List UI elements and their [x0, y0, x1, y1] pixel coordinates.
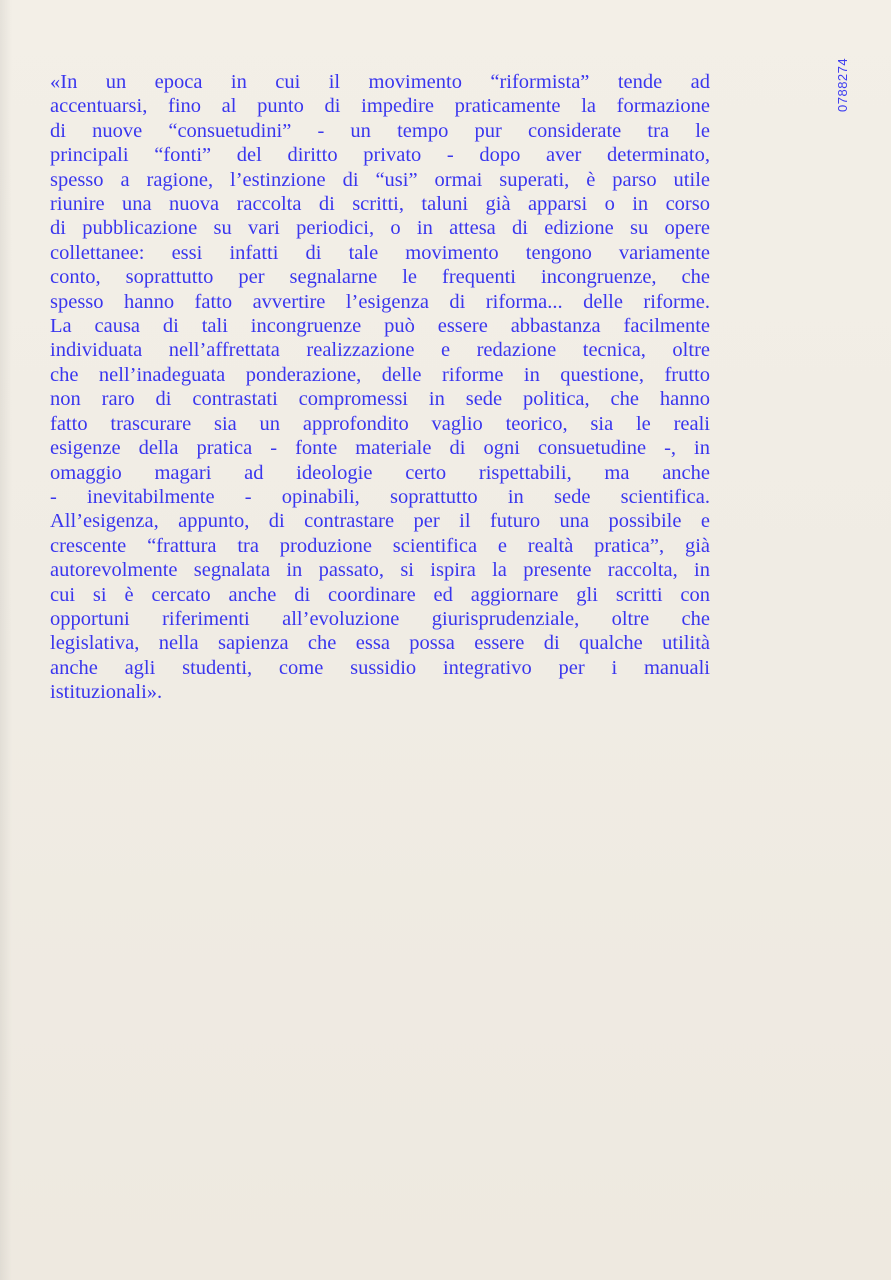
text-line: - inevitabilmente - opinabili, soprattutto in sede scientifica.: [50, 485, 710, 508]
text-line: non raro di contrastati compromessi in sede politica, che hanno: [50, 388, 710, 411]
text-line: spesso hanno fatto avvertire l’esigenza di riforma... delle riforme.: [50, 290, 710, 313]
text-line: riunire una nuova raccolta di scritti, taluni già apparsi o in corso: [50, 193, 710, 216]
text-line: individuata nell’affrettata realizzazione e redazione tecnica, oltre: [50, 339, 710, 362]
text-line: collettanee: essi infatti di tale movimento tengono variamente: [50, 241, 710, 264]
text-line: di nuove “consuetudini” - un tempo pur considerate tra le: [50, 119, 710, 142]
text-line: cui si è cercato anche di coordinare ed aggiornare gli scritti con: [50, 583, 710, 606]
text-line: spesso a ragione, l’estinzione di “usi” ormai superati, è parso utile: [50, 168, 710, 191]
text-line: legislativa, nella sapienza che essa possa essere di qualche utilità: [50, 632, 710, 655]
text-line: La causa di tali incongruenze può essere abbastanza facilmente: [50, 315, 710, 338]
text-line: All’esigenza, appunto, di contrastare per il futuro una possibile e: [50, 510, 710, 533]
text-line: esigenze della pratica - fonte materiale di ogni consuetudine -, in: [50, 437, 710, 460]
text-line: crescente “frattura tra produzione scientifica e realtà pratica”, già: [50, 534, 710, 557]
text-line: principali “fonti” del diritto privato - dopo aver determinato,: [50, 144, 710, 167]
text-line: omaggio magari ad ideologie certo rispettabili, ma anche: [50, 461, 710, 484]
text-line: di pubblicazione su vari periodici, o in attesa di edizione su opere: [50, 217, 710, 240]
text-line: istituzionali».: [50, 681, 163, 704]
text-line: autorevolmente segnalata in passato, si ispira la presente raccolta, in: [50, 559, 710, 582]
text-line: che nell’inadeguata ponderazione, delle riforme in questione, frutto: [50, 363, 710, 386]
quoted-text-block: [50, 70, 710, 705]
text-line: «In un epoca in cui il movimento “riformista” tende ad: [50, 71, 710, 93]
text-line: anche agli studenti, come sussidio integrativo per i manuali: [50, 656, 710, 679]
text-line: opportuni riferimenti all’evoluzione giurisprudenziale, oltre che: [50, 607, 710, 630]
catalog-code: 0788274: [835, 57, 850, 112]
text-line: accentuarsi, fino al punto di impedire praticamente la formazione: [50, 95, 710, 118]
text-line: fatto trascurare sia un approfondito vaglio teorico, sia le reali: [50, 412, 710, 435]
text-line: conto, soprattutto per segnalarne le frequenti incongruenze, che: [50, 266, 710, 289]
page-edge-shadow: [0, 0, 12, 1280]
